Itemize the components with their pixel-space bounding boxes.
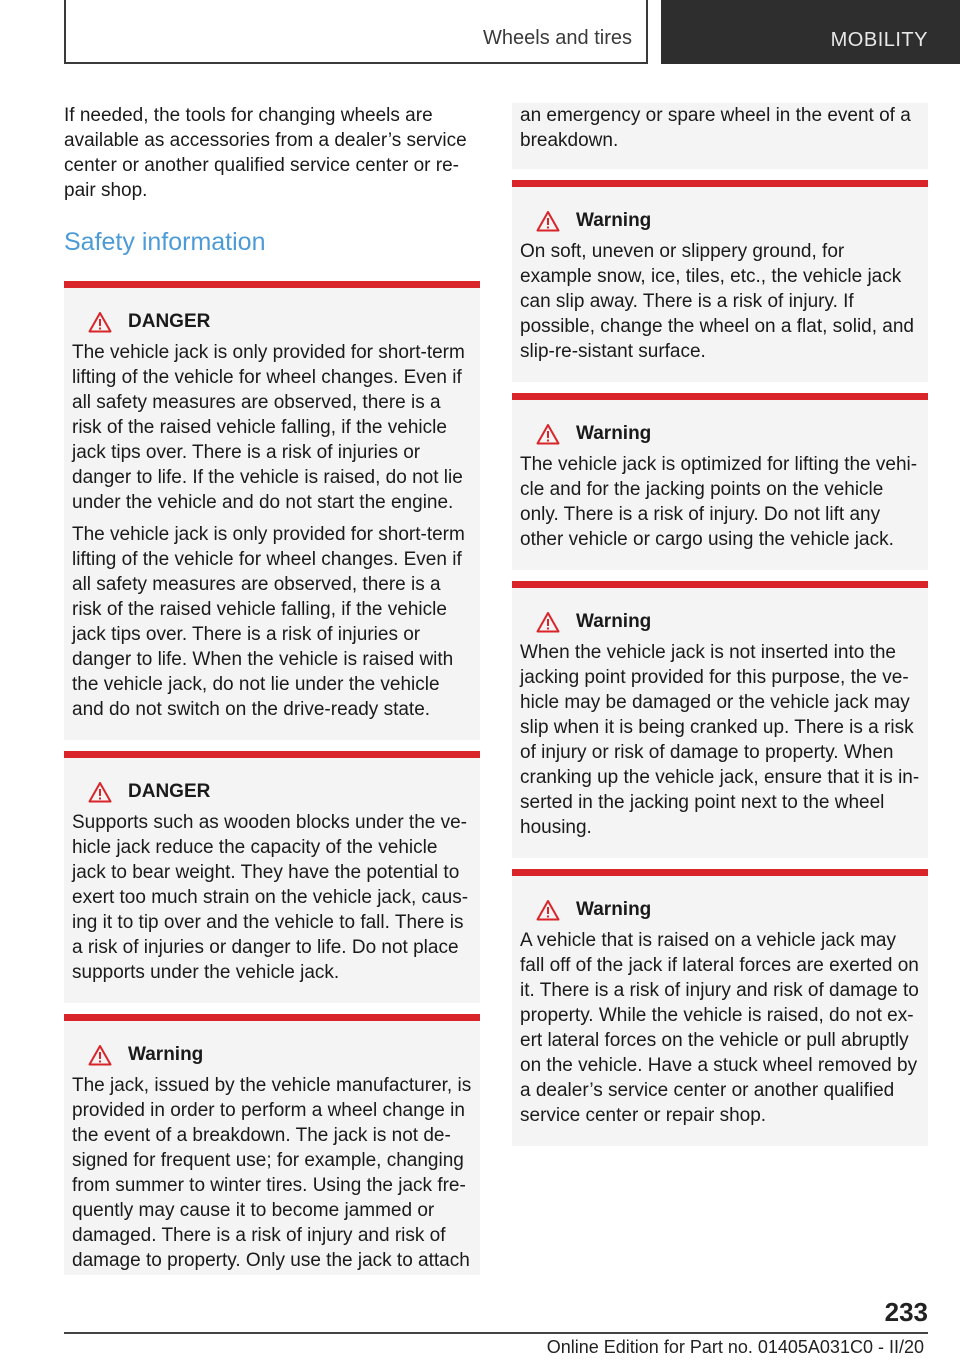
warning-callout (512, 180, 928, 382)
callout-paragraph: When the vehicle jack is not inserted into the jacking point provided for this purpose, the ve-hicle may be damaged or the vehicle jack may slip when it is being cranked up. There is a risk of injury or risk of damage to property. When cranking up the vehicle jack, ensure that it is in-serted in the jacking point next to the wheel housing. (520, 642, 920, 838)
callout-title: Warning (576, 423, 652, 444)
callout-title: DANGER (128, 311, 211, 332)
left-column (64, 103, 480, 1275)
warning-triangle-icon (88, 311, 112, 333)
callout-title: Warning (576, 210, 652, 231)
callout-title: Warning (128, 1044, 204, 1065)
warning-callout (512, 581, 928, 858)
callout-paragraph: On soft, uneven or slippery ground, for example snow, ice, tiles, etc., the vehicle jack can slip away. There is a risk of injury. If possible, change the wheel on a flat, solid, and slip-re-sistant surface. (520, 241, 914, 362)
footer-divider (64, 1332, 928, 1334)
callout-paragraph: The vehicle jack is optimized for lifting the vehi-cle and for the jacking points on the vehicle only. There is a risk of injury. Do not lift any other vehicle or cargo using the vehicle jack. (520, 454, 918, 550)
section-title: Wheels and tires (483, 27, 632, 49)
section-heading: Safety information (64, 228, 266, 256)
callout-paragraph: The jack, issued by the vehicle manufacturer, is provided in order to perform a wheel change in the event of a breakdown. The jack is not de-signed for frequent use; for example, changing from summer to winter tires. Using the jack fre-quently may cause it to become jammed or damaged. There is a risk of injury and risk of damage to property. Only use the jack to attach (72, 1075, 472, 1271)
callout-paragraph: The vehicle jack is only provided for short-term lifting of the vehicle for wheel changes. Even if all safety measures are observed, there is a risk of the raised vehicle falling, if the vehicle jack tips over. There is a risk of injuries or danger to life. When the vehicle is raised with the vehicle jack, do not lie under the vehicle and do not switch on the drive-ready state. (72, 524, 465, 720)
callout-title: DANGER (128, 781, 211, 802)
callout-paragraph: an emergency or spare wheel in the event of a breakdown. (520, 105, 911, 151)
header-chapter-box (661, 0, 960, 64)
right-column (512, 103, 928, 1146)
warning-callout-continuation (512, 103, 928, 169)
header-section-box (64, 0, 648, 64)
warning-callout (512, 393, 928, 570)
warning-triangle-icon (88, 781, 112, 803)
callout-paragraph: Supports such as wooden blocks under the ve-hicle jack reduce the capacity of the vehicle jack to bear weight. They have the potential to exert too much strain on the vehicle jack, caus-ing it to tip over and the vehicle to fall. There is a risk of injuries or danger to life. Do not place supports under the vehicle jack. (72, 812, 469, 983)
warning-callout (512, 869, 928, 1146)
callout-title: Warning (576, 611, 652, 632)
warning-triangle-icon (536, 899, 560, 921)
edition-footer: Online Edition for Part no. 01405A031C0 - II/20 (546, 1337, 924, 1357)
danger-callout (64, 751, 480, 1003)
danger-callout (64, 281, 480, 740)
warning-callout (64, 1014, 480, 1275)
callout-paragraph: The vehicle jack is only provided for short-term lifting of the vehicle for wheel changes. Even if all safety measures are observed, there is a risk of the raised vehicle falling, if the vehicle jack tips over. There is a risk of injuries or danger to life. If the vehicle is raised, do not lie under the vehicle and do not start the engine. (72, 342, 465, 513)
intro-paragraph: If needed, the tools for changing wheels are available as accessories from a dealer’s service center or another qualified service center or re-pair shop. (64, 105, 467, 201)
warning-triangle-icon (536, 210, 560, 232)
callout-title: Warning (576, 899, 652, 920)
callout-paragraph: A vehicle that is raised on a vehicle jack may fall off of the jack if lateral forces are exerted on it. There is a risk of injury and risk of damage to property. While the vehicle is raised, do not ex-ert lateral forces on the vehicle or pull abruptly on the vehicle. Have a stuck wheel removed by a dealer’s service center or another qualified service center or repair shop. (520, 930, 919, 1126)
warning-triangle-icon (536, 423, 560, 445)
chapter-title: MOBILITY (830, 29, 928, 51)
page-number: 233 (884, 1297, 928, 1327)
warning-triangle-icon (88, 1044, 112, 1066)
warning-triangle-icon (536, 611, 560, 633)
